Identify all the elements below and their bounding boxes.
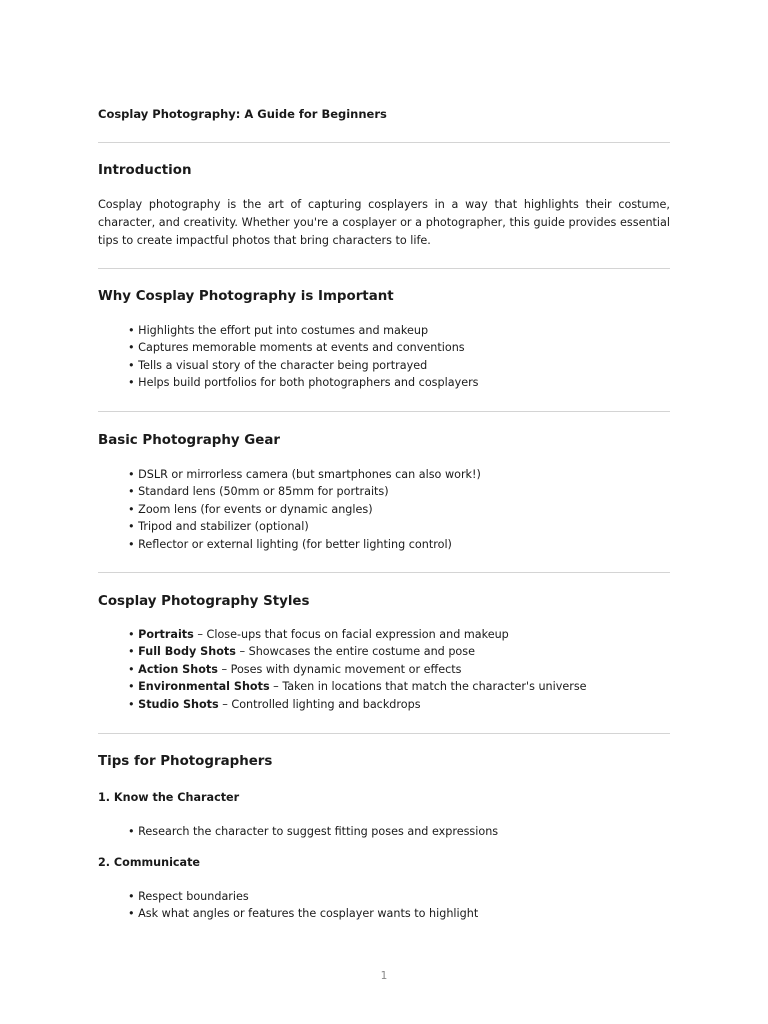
- section-divider: [98, 572, 670, 573]
- style-term: Studio Shots: [138, 697, 219, 711]
- list-item: • Helps build portfolios for both photographers and cosplayers: [128, 376, 479, 390]
- style-description: – Close-ups that focus on facial expression and makeup: [193, 628, 509, 641]
- list-bullet: •: [128, 645, 139, 659]
- list-item: • Zoom lens (for events or dynamic angles): [128, 502, 373, 516]
- list-bullet: •: [128, 662, 139, 676]
- document-title: Cosplay Photography: A Guide for Beginners: [98, 107, 387, 121]
- list-item: • Standard lens (50mm or 85mm for portraits): [128, 485, 389, 499]
- list-item: • Reflector or external lighting (for better lighting control): [128, 537, 452, 551]
- list-item: [128, 661, 587, 678]
- introduction-heading: Introduction: [98, 163, 192, 178]
- style-description: – Taken in locations that match the character's universe: [269, 680, 587, 694]
- section-divider: [98, 142, 670, 143]
- page-number: 1: [380, 970, 388, 982]
- style-description: – Poses with dynamic movement or effects: [217, 662, 462, 676]
- style-term: Portraits: [138, 628, 194, 641]
- style-term: Full Body Shots: [138, 645, 236, 659]
- know-character-subheading: 1. Know the Character: [98, 791, 240, 804]
- style-description: – Controlled lighting and backdrops: [218, 697, 421, 711]
- know-character-list: [128, 823, 498, 840]
- why-important-heading: Why Cosplay Photography is Important: [98, 289, 394, 304]
- list-item: [128, 643, 587, 660]
- introduction-paragraph: Cosplay photography is the art of capturing cosplayers in a way that highlights their costume, character, and creativity. Whether you're a cosplayer or a photographer, this guide provides essential tips to create impactful photos that bring characters to life.: [98, 198, 670, 247]
- list-item: • Research the character to suggest fitting poses and expressions: [128, 825, 499, 838]
- list-item: • Tells a visual story of the character being portrayed: [128, 358, 428, 372]
- list-item: • Highlights the effort put into costumes and makeup: [128, 324, 429, 337]
- list-item: • Ask what angles or features the cosplayer wants to highlight: [128, 907, 479, 921]
- list-bullet: •: [128, 628, 139, 641]
- communicate-subheading: 2. Communicate: [98, 856, 201, 869]
- list-item: [128, 626, 587, 643]
- list-item: • DSLR or mirrorless camera (but smartphones can also work!): [128, 468, 481, 481]
- list-bullet: •: [128, 680, 139, 694]
- style-term: Environmental Shots: [138, 680, 270, 694]
- why-important-list: [128, 322, 479, 392]
- section-divider: [98, 411, 670, 412]
- list-item: • Respect boundaries: [128, 890, 249, 903]
- list-bullet: •: [128, 697, 139, 711]
- gear-heading: Basic Photography Gear: [98, 433, 280, 448]
- list-item: [128, 696, 587, 713]
- gear-list: [128, 466, 481, 553]
- style-term: Action Shots: [138, 662, 218, 676]
- communicate-list: [128, 888, 478, 923]
- style-description: – Showcases the entire costume and pose: [235, 645, 475, 659]
- styles-heading: Cosplay Photography Styles: [98, 594, 310, 609]
- list-item: • Captures memorable moments at events and conventions: [128, 341, 465, 355]
- list-item: [128, 678, 587, 695]
- styles-list: [128, 626, 587, 713]
- tips-heading: Tips for Photographers: [98, 754, 273, 769]
- section-divider: [98, 268, 670, 269]
- list-item: • Tripod and stabilizer (optional): [128, 520, 309, 534]
- section-divider: [98, 733, 670, 734]
